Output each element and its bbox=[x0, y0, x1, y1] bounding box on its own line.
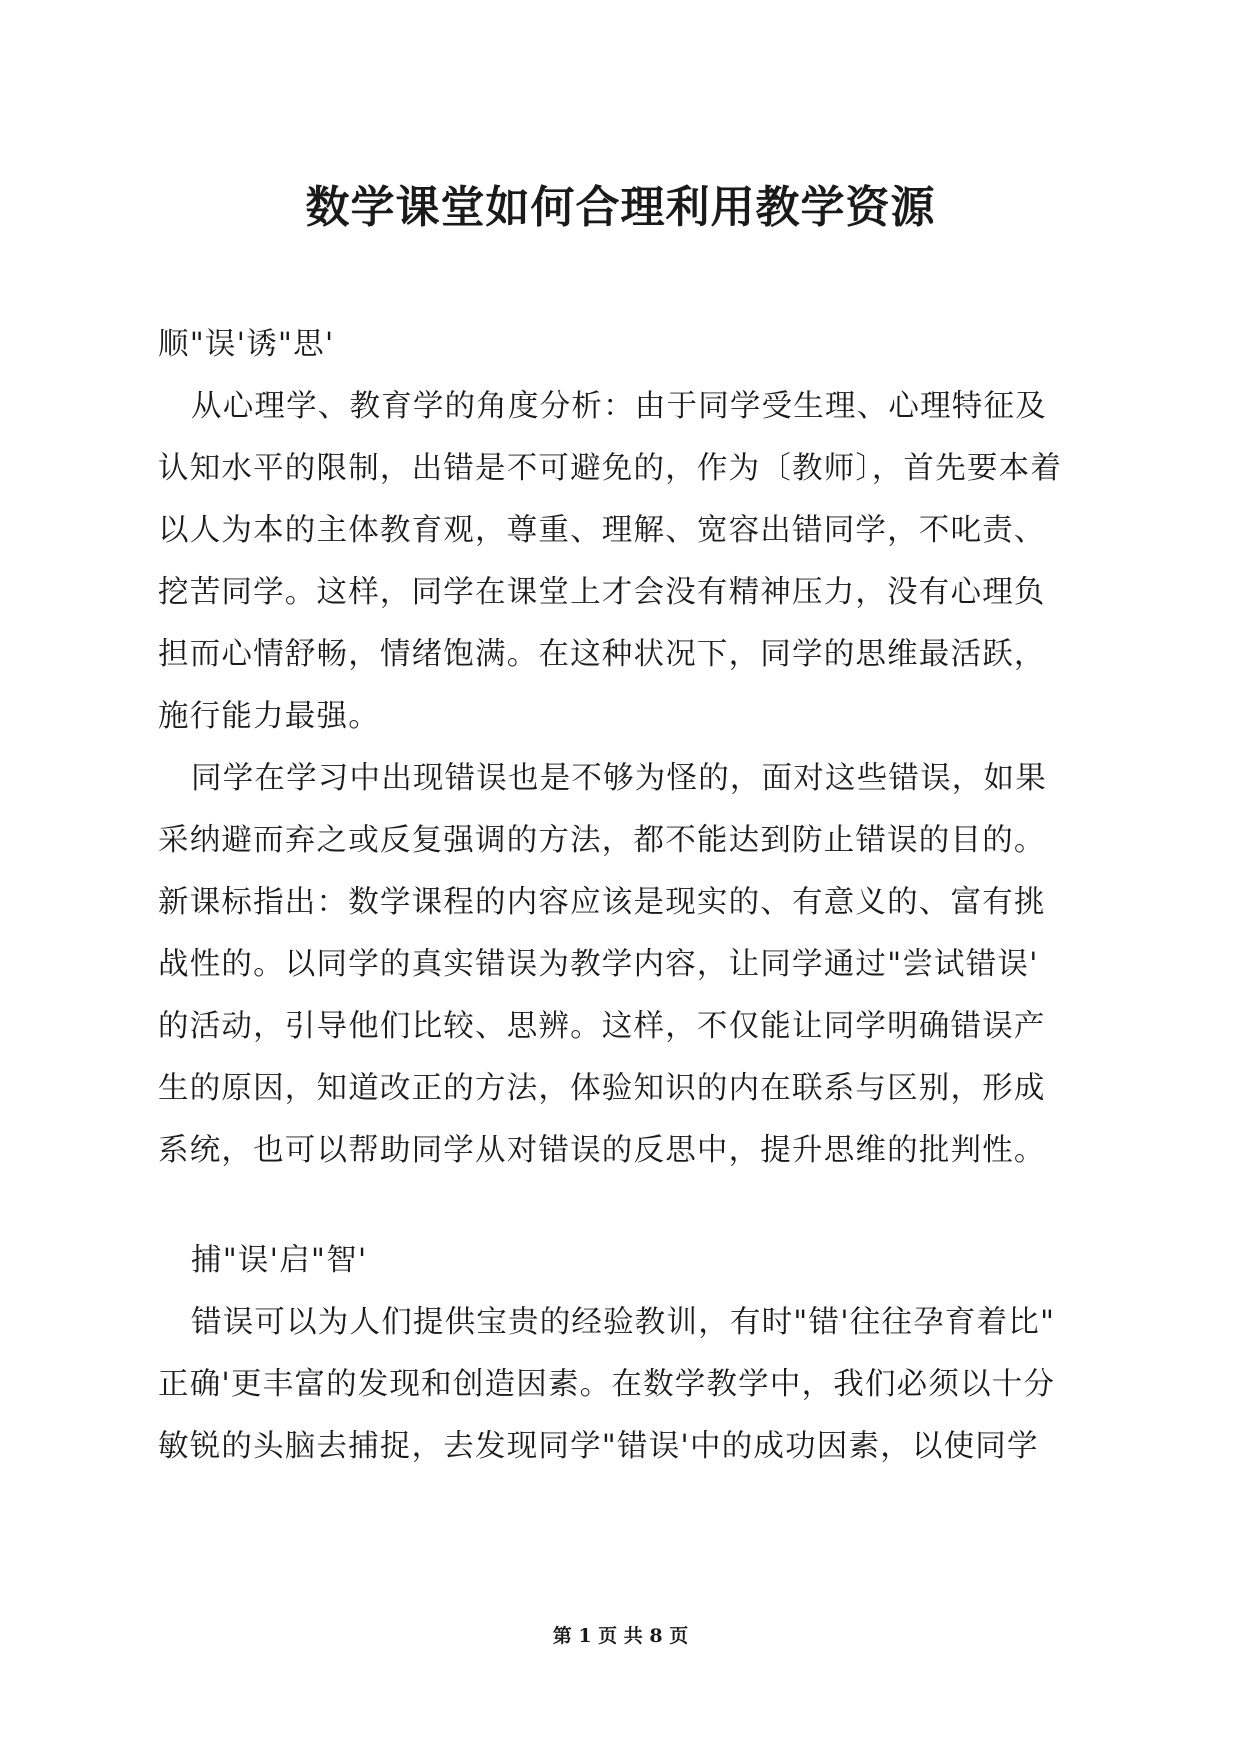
paragraph-line: 系统，也可以帮助同学从对错误的反思中，提升思维的批判性。 bbox=[158, 1133, 1046, 1168]
document-body bbox=[158, 314, 1093, 1478]
page-number: 第 1 页 共 8 页 bbox=[552, 1625, 689, 1647]
section-heading: 顺"误'诱"思' bbox=[158, 327, 335, 362]
document-title: 数学课堂如何合理利用教学资源 bbox=[305, 182, 936, 233]
paragraph-line: 采纳避而弃之或反复强调的方法，都不能达到防止错误的目的。 bbox=[158, 823, 1046, 858]
paragraph-line: 敏锐的头脑去捕捉，去发现同学"错误'中的成功因素，以使同学 bbox=[158, 1429, 1039, 1464]
paragraph-line: 正确'更丰富的发现和创造因素。在数学教学中，我们必须以十分 bbox=[158, 1367, 1056, 1402]
paragraph-line: 同学在学习中出现错误也是不够为怪的，面对这些错误，如果 bbox=[191, 761, 1047, 796]
paragraph-line: 生的原因，知道改正的方法，体验知识的内在联系与区别，形成 bbox=[158, 1071, 1046, 1106]
paragraph-line: 施行能力最强。 bbox=[158, 699, 380, 734]
paragraph-line: 的活动，引导他们比较、思辨。这样，不仅能让同学明确错误产 bbox=[158, 1009, 1046, 1044]
paragraph-line: 战性的。以同学的真实错误为教学内容，让同学通过"尝试错误' bbox=[158, 947, 1039, 982]
section-spacer bbox=[158, 1182, 1093, 1230]
paragraph-line: 从心理学、教育学的角度分析：由于同学受生理、心理特征及 bbox=[191, 389, 1047, 424]
paragraph-line: 错误可以为人们提供宝贵的经验教训，有时"错'往往孕育着比" bbox=[191, 1305, 1056, 1340]
section-heading: 捕"误'启"智' bbox=[191, 1243, 368, 1278]
paragraph-line: 新课标指出：数学课程的内容应该是现实的、有意义的、富有挑 bbox=[158, 885, 1046, 920]
paragraph-line: 担而心情舒畅，情绪饱满。在这种状况下，同学的思维最活跃， bbox=[158, 637, 1046, 672]
paragraph-line: 认知水平的限制，出错是不可避免的，作为〔教师〕，首先要本着 bbox=[158, 451, 1063, 486]
paragraph-line: 以人为本的主体教育观，尊重、理解、宽容出错同学，不叱责、 bbox=[158, 513, 1046, 548]
paragraph-line: 挖苦同学。这样，同学在课堂上才会没有精神压力，没有心理负 bbox=[158, 575, 1046, 610]
